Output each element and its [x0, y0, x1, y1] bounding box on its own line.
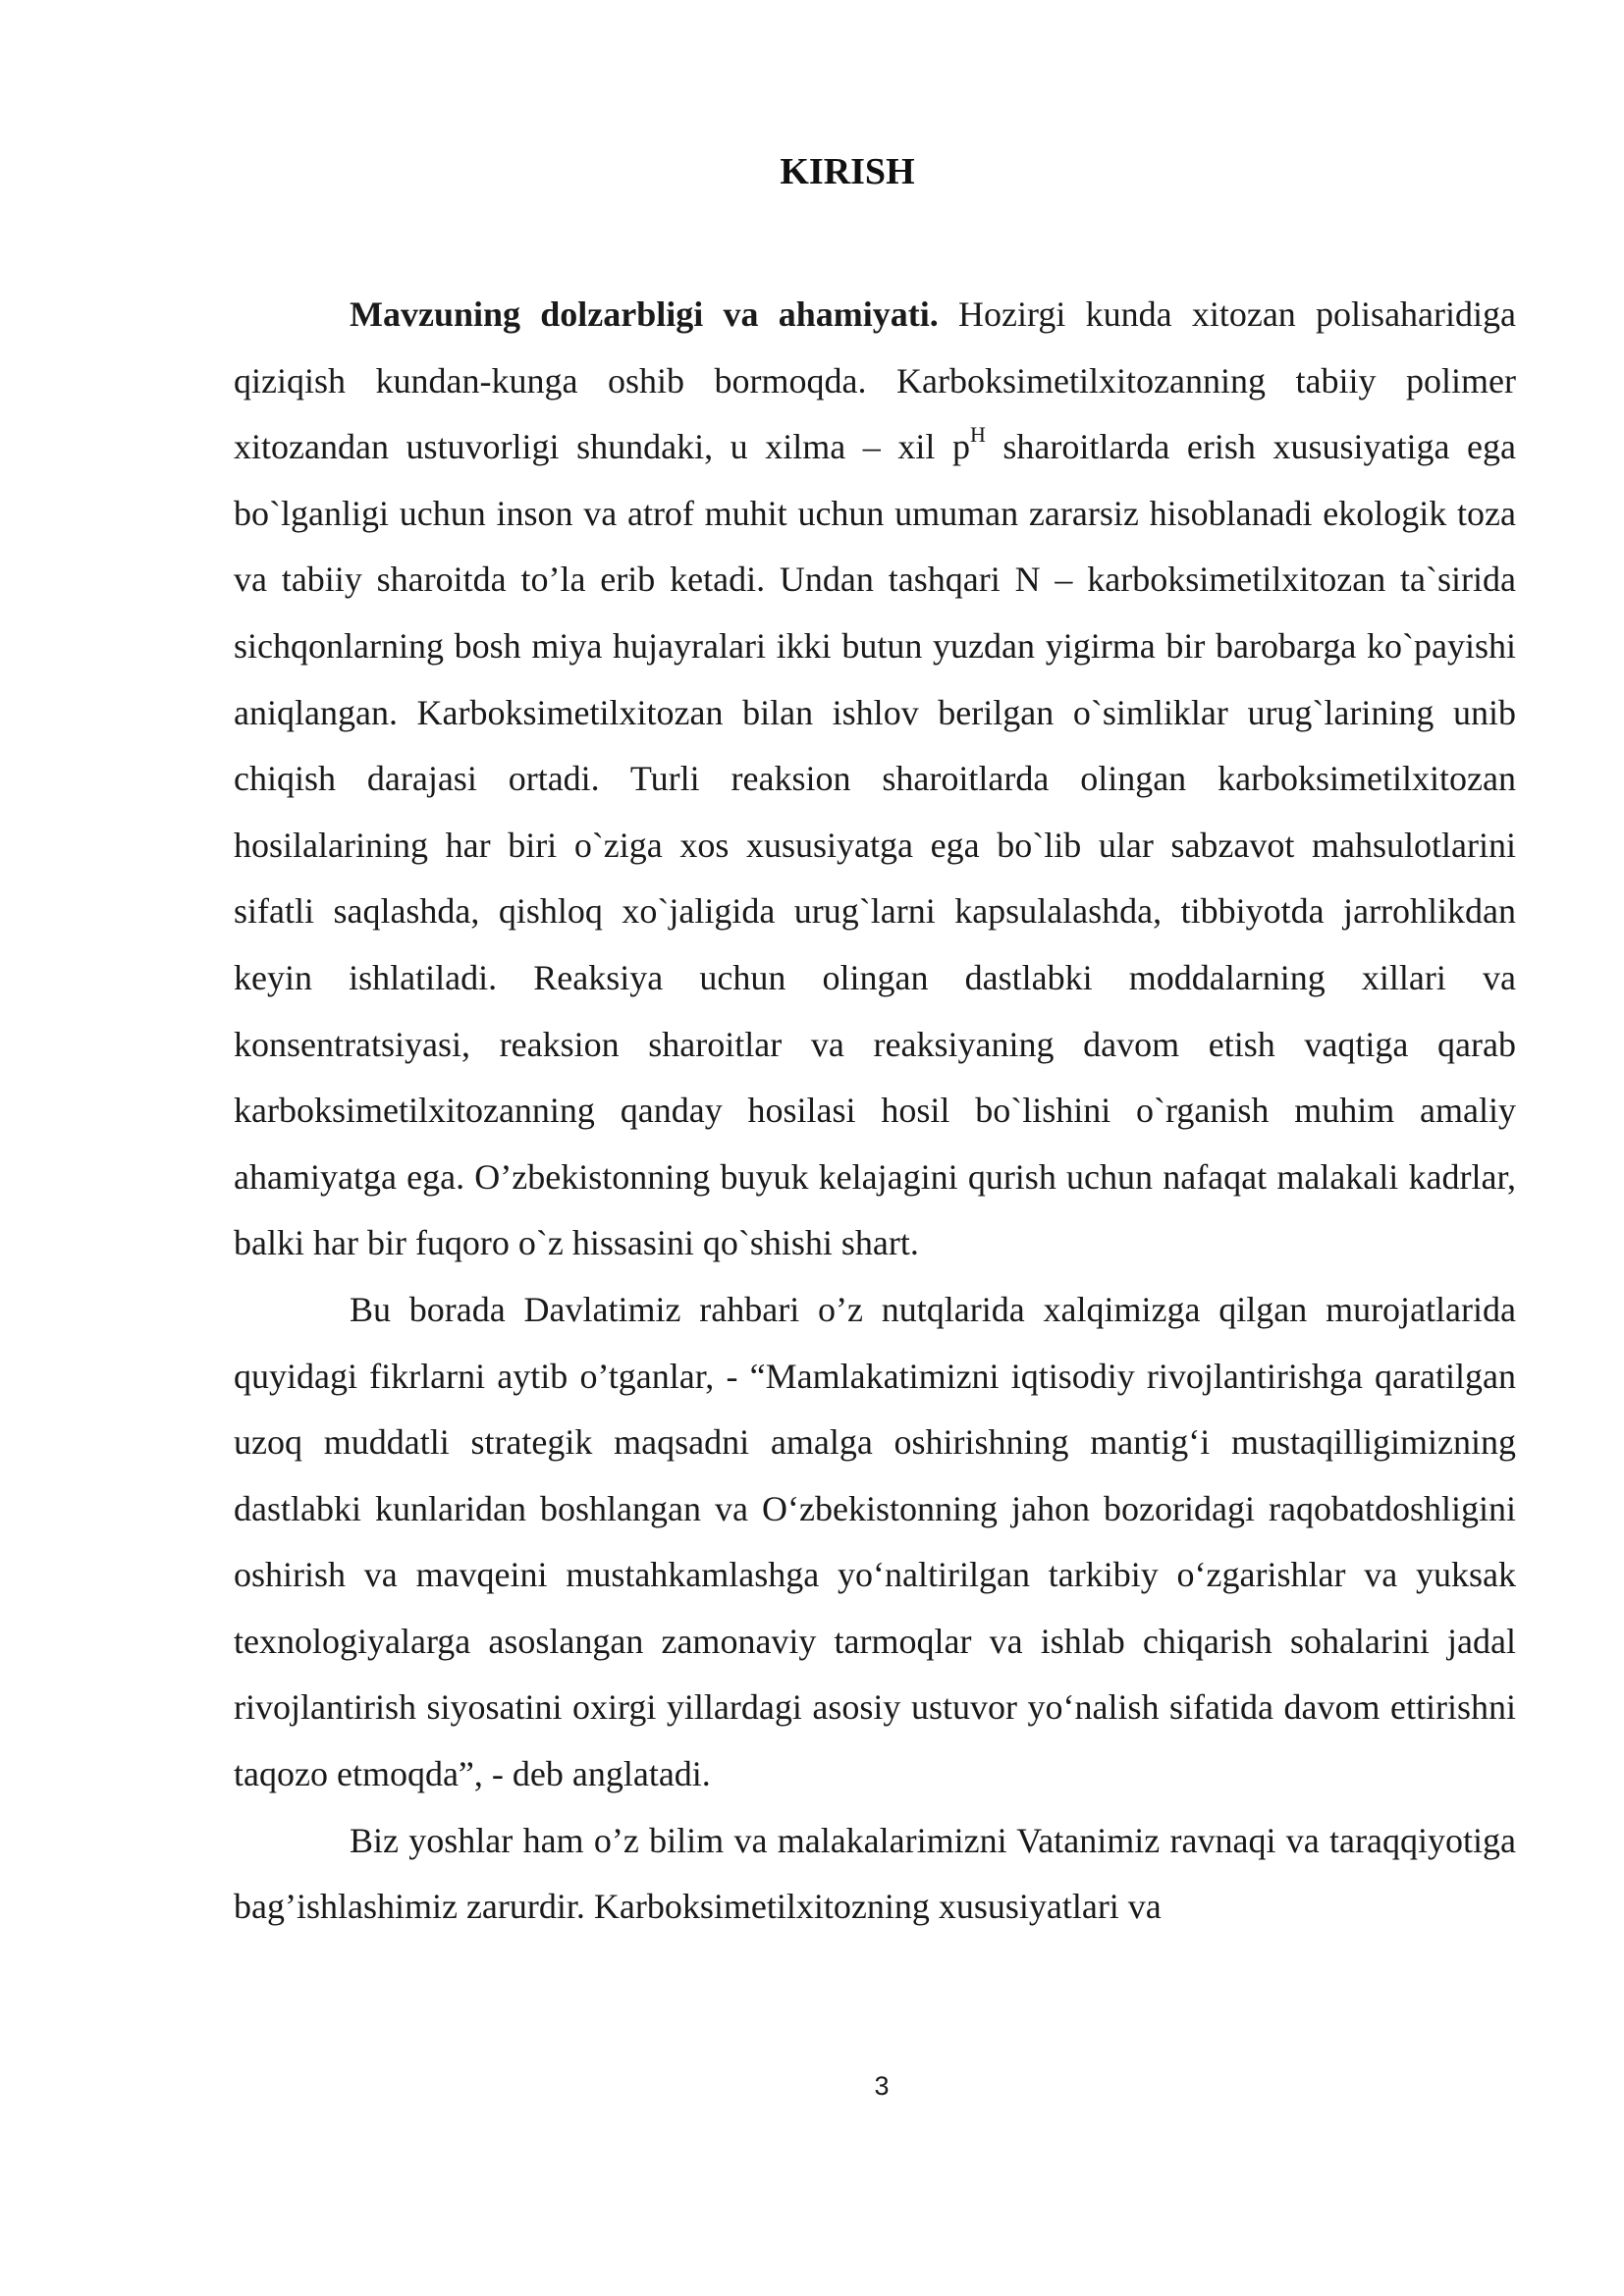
body-text [234, 282, 1516, 1941]
section-title: KIRISH [780, 151, 915, 192]
superscript: H [969, 422, 986, 448]
paragraph-text: Hozirgi kunda xitozan polisaharidiga qiziqish kundan-kunga oshib bormoqda. Karboksimetilxitozanning tabiiy polimer xitozandan ustuvorligi shundaki, u xilma – xil p [234, 294, 1516, 467]
page-number: 3 [874, 2071, 890, 2101]
paragraph-quote: Bu borada Davlatimiz rahbari o’z nutqlarida xalqimizga qilgan murojatlarida quyidagi fikrlarni aytib o’tganlar, - “Mamlakatimizni iqtisodiy rivojlantirishga qaratilgan uzoq muddatli strategik maqsadni amalga oshirishning mantig‘i mustaqilligimizning dastlabki kunlaridan boshlangan va O‘zbekistonning jahon bozoridagi raqobatdoshligini oshirish va mavqeini mustahkamlashga yo‘naltirilgan tarkibiy o‘zgarishlar va yuksak texnologiyalarga asoslangan zamonaviy tarmoqlar va ishlab chiqarish sohalarini jadal rivojlantirish siyosatini oxirgi yillardagi asosiy ustuvor yo‘nalish sifatida davom ettirishni taqozo etmoqda”, - deb anglatadi. [234, 1289, 1516, 1794]
paragraph-youth: Biz yoshlar ham o’z bilim va malakalarimizni Vatanimiz ravnaqi va taraqqiyotiga bag’ishlashimiz zarurdir. Karboksimetilxitozning xususiyatlari va [234, 1820, 1516, 1927]
paragraph-text: sharoitlarda erish xususiyatiga ega bo`lganligi uchun inson va atrof muhit uchun umuman zararsiz hisoblanadi ekologik toza va tabiiy sharoitda to’la erib ketadi. Undan tashqari N – karboksimetilxitozan ta`sirida sichqonlarning bosh miya hujayralari ikki butun yuzdan yigirma bir barobarga ko`payishi aniqlangan. Karboksimetilxitozan bilan ishlov berilgan o`simliklar urug`larining unib chiqish darajasi ortadi. Turli reaksion sharoitlarda olingan karboksimetilxitozan hosilalarining har biri o`ziga xos xususiyatga ega bo`lib ular sabzavot mahsulotlarini sifatli saqlashda, qishloq xo`jaligida urug`larni kapsulalashda, tibbiyotda jarrohlikdan keyin ishlatiladi. Reaksiya uchun olingan dastlabki moddalarning xillari va konsentratsiyasi, reaksion sharoitlar va reaksiyaning davom etish vaqtiga qarab karboksimetilxitozanning qanday hosilasi hosil bo`lishini o`rganish muhim amaliy ahamiyatga ega. O’zbekistonning buyuk kelajagini qurish uchun nafaqat malakali kadrlar, balki har bir fuqoro o`z hissasini qo`shishi shart. [234, 427, 1516, 1263]
paragraph-lead: Mavzuning dolzarbligi va ahamiyati. [350, 294, 939, 334]
paragraph-relevance [234, 282, 1516, 1277]
